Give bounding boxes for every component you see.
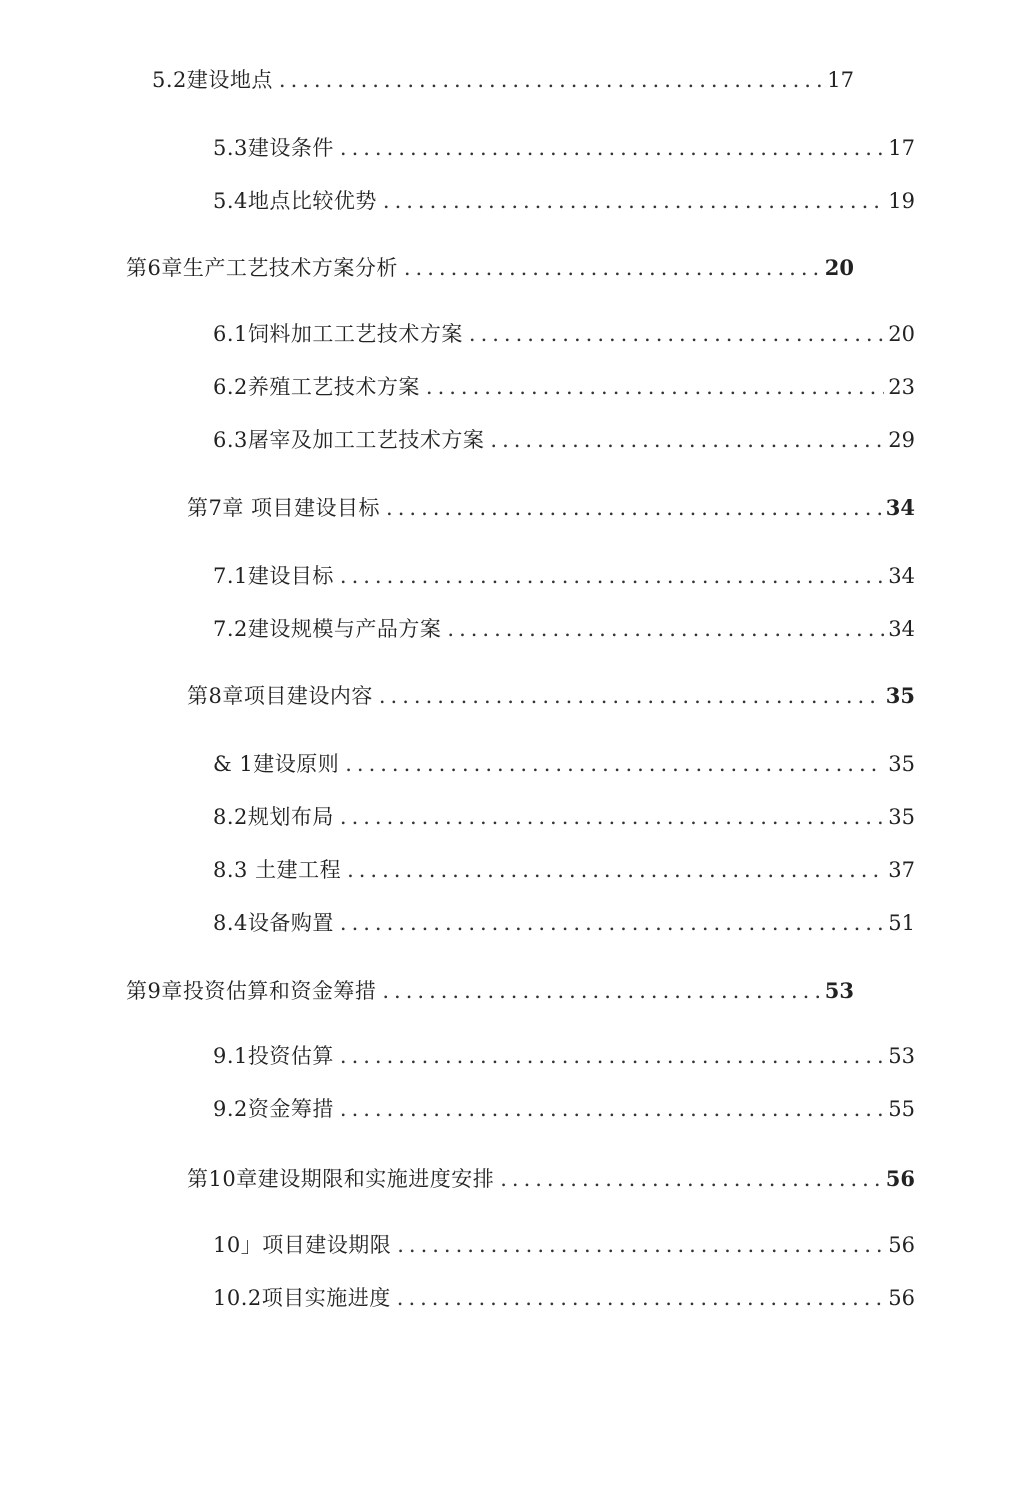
toc-entry-page: 34 [885,495,915,520]
toc-entry-page: 34 [888,617,915,641]
toc-entry-8-1[interactable] [213,750,915,778]
toc-entry-title: 10」项目建设期限 [213,1233,392,1257]
toc-entry-title: & 1建设原则 [213,752,340,776]
toc-dot-leader [345,750,884,778]
toc-entry-title: 10.2项目实施进度 [213,1286,391,1310]
toc-dot-leader [340,134,884,162]
toc-entry-title: 8.4设备购置 [213,911,334,935]
toc-chapter-9[interactable] [126,977,854,1005]
toc-entry-title: 7.2建设规模与产品方案 [213,617,442,641]
toc-entry-page: 29 [888,428,915,452]
toc-entry-page: 19 [888,189,915,213]
toc-entry-6-3[interactable] [213,426,915,454]
toc-entry-title: 7.1建设目标 [213,564,334,588]
toc-dot-leader [490,426,884,454]
toc-entry-title: 6.2养殖工艺技术方案 [213,375,420,399]
toc-dot-leader [397,1231,884,1259]
toc-entry-10-2[interactable] [213,1284,915,1312]
toc-entry-5-2[interactable] [152,66,854,94]
toc-entry-page: 17 [888,136,915,160]
toc-entry-title: 第9章投资估算和资金筹措 [126,979,377,1003]
toc-dot-leader [340,1095,884,1123]
toc-dot-leader [404,254,821,282]
toc-dot-leader [382,977,820,1005]
toc-entry-page: 37 [888,858,915,882]
toc-entry-7-2[interactable] [213,615,915,643]
toc-entry-page: 56 [888,1233,915,1257]
toc-entry-9-1[interactable] [213,1042,915,1070]
toc-entry-title: 8.2规划布局 [213,805,334,829]
toc-dot-leader [383,187,884,215]
toc-dot-leader [426,373,884,401]
toc-dot-leader [386,494,882,522]
toc-entry-title: 第7章 项目建设目标 [187,496,381,520]
toc-chapter-10[interactable] [187,1165,915,1193]
toc-chapter-8[interactable] [187,682,915,710]
toc-entry-title: 6.3屠宰及加工工艺技术方案 [213,428,485,452]
toc-entry-page: 20 [888,322,915,346]
toc-entry-page: 20 [824,255,854,280]
toc-entry-5-4[interactable] [213,187,915,215]
toc-entry-page: 35 [888,805,915,829]
toc-entry-page: 53 [888,1044,915,1068]
toc-entry-title: 5.3建设条件 [213,136,334,160]
toc-entry-6-1[interactable] [213,320,915,348]
toc-entry-page: 55 [888,1097,915,1121]
toc-dot-leader [469,320,884,348]
toc-entry-page: 23 [888,375,915,399]
toc-entry-page: 35 [888,752,915,776]
toc-entry-page: 35 [885,683,915,708]
toc-entry-10-1[interactable] [213,1231,915,1259]
toc-entry-8-4[interactable] [213,909,915,937]
toc-dot-leader [347,856,884,884]
toc-entry-5-3[interactable] [213,134,915,162]
toc-entry-title: 9.1投资估算 [213,1044,334,1068]
toc-dot-leader [340,803,884,831]
toc-entry-page: 56 [888,1286,915,1310]
toc-entry-6-2[interactable] [213,373,915,401]
toc-entry-page: 51 [888,911,915,935]
toc-entry-page: 17 [827,68,854,92]
toc-entry-page: 34 [888,564,915,588]
toc-dot-leader [397,1284,885,1312]
toc-entry-title: 6.1饲料加工工艺技术方案 [213,322,463,346]
toc-entry-9-2[interactable] [213,1095,915,1123]
toc-entry-page: 56 [885,1166,915,1191]
toc-dot-leader [447,615,884,643]
toc-entry-8-2[interactable] [213,803,915,831]
toc-entry-8-3[interactable] [213,856,915,884]
toc-entry-title: 9.2资金筹措 [213,1097,334,1121]
toc-entry-title: 8.3 土建工程 [213,858,342,882]
toc-entry-title: 5.4地点比较优势 [213,189,377,213]
toc-entry-7-1[interactable] [213,562,915,590]
toc-dot-leader [500,1165,882,1193]
toc-dot-leader [340,1042,884,1070]
toc-entry-title: 5.2建设地点 [152,68,273,92]
toc-chapter-7[interactable] [187,494,915,522]
toc-dot-leader [279,66,823,94]
toc-dot-leader [340,562,884,590]
toc-entry-page: 53 [824,978,854,1003]
toc-entry-title: 第8章项目建设内容 [187,684,373,708]
toc-chapter-6[interactable] [126,254,854,282]
toc-dot-leader [379,682,882,710]
toc-entry-title: 第6章生产工艺技术方案分析 [126,256,398,280]
toc-entry-title: 第10章建设期限和实施进度安排 [187,1167,495,1191]
toc-dot-leader [340,909,884,937]
